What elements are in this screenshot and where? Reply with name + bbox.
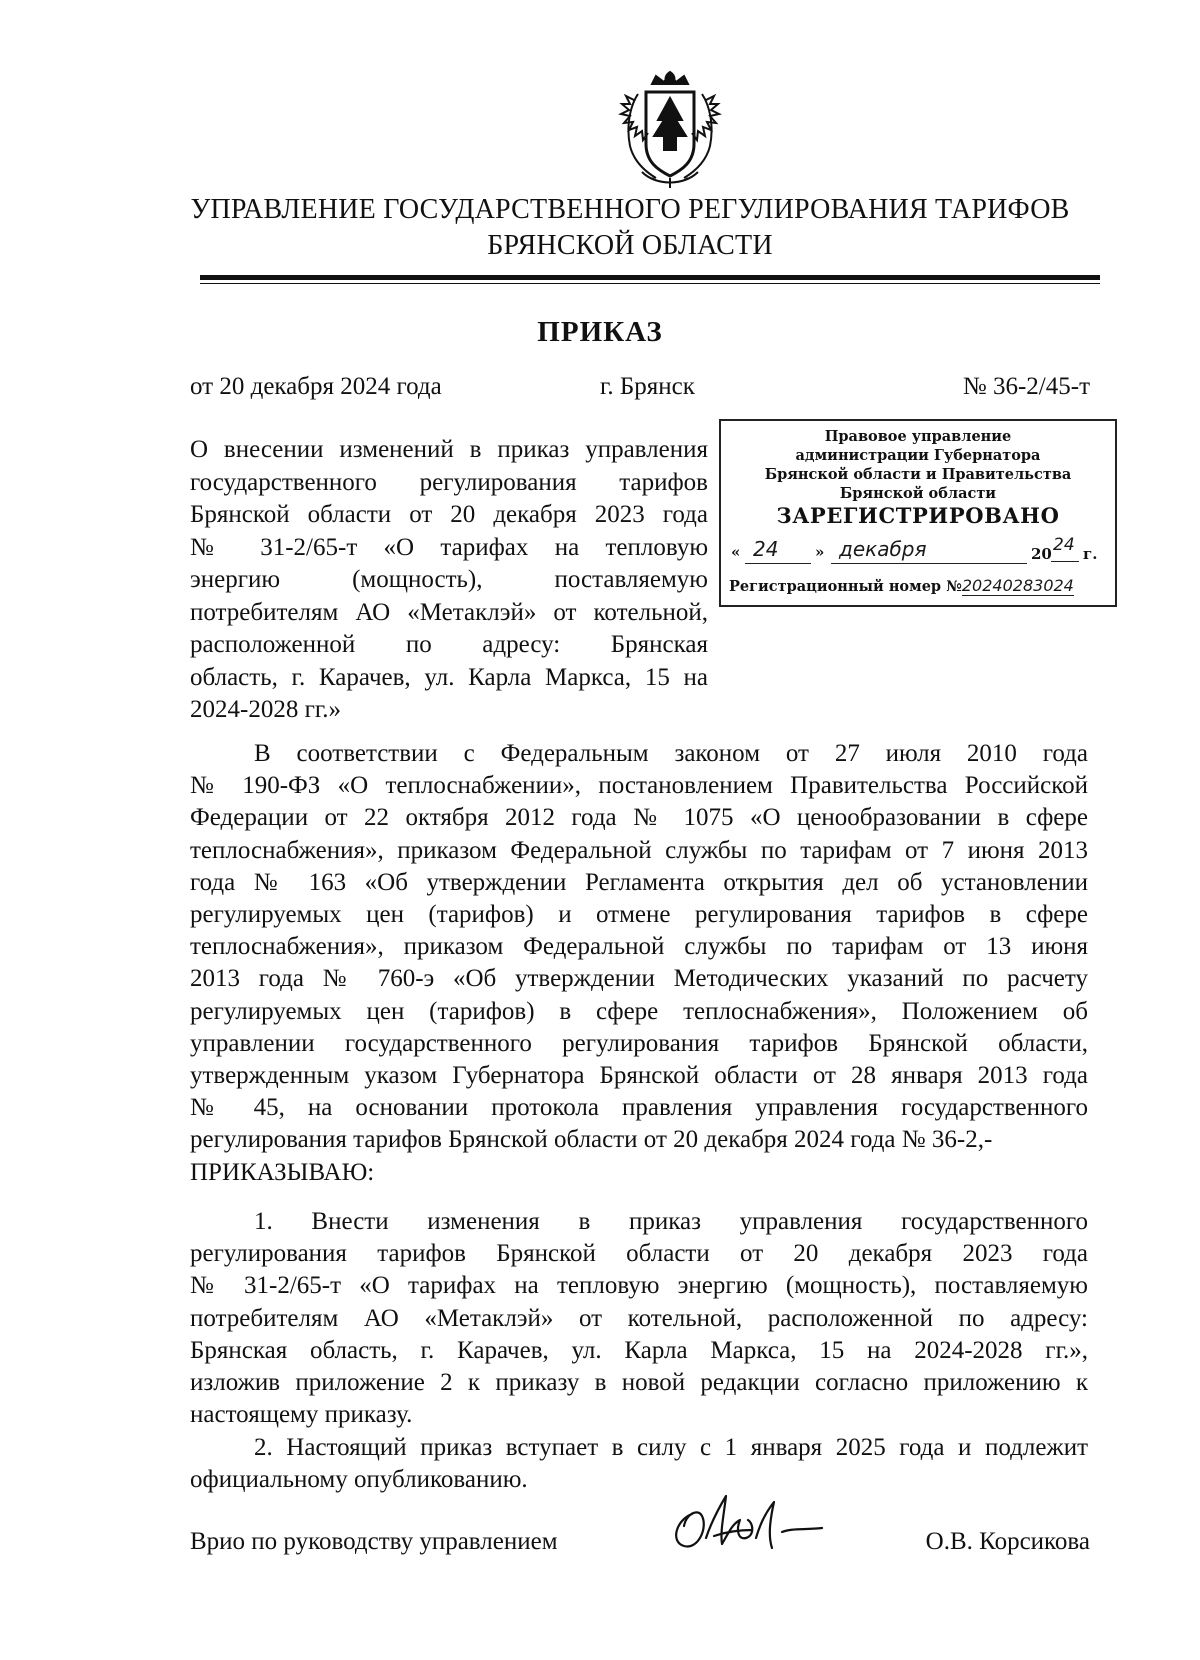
registration-stamp — [719, 419, 1117, 607]
stamp-year-suffix: 24 — [1053, 535, 1075, 555]
organization-title — [170, 192, 1090, 264]
stamp-registration-row — [729, 576, 1111, 595]
stamp-day-underline — [745, 563, 811, 564]
subject-line: О внесении изменений в приказ управления — [190, 436, 708, 463]
subject-line: государственного регулирования тарифов — [190, 468, 708, 496]
stamp-reg-number: 20240283024 — [961, 576, 1074, 595]
header-divider-thin — [200, 283, 1100, 284]
organization-title-line1: УПРАВЛЕНИЕ ГОСУДАРСТВЕННОГО РЕГУЛИРОВАНИЯ ТАРИФОВ — [190, 194, 1070, 225]
subject-line: 2024-2028 гг.» — [190, 696, 342, 723]
preamble-line: Федерации от 22 октября 2012 года № 1075 «О ценообразовании в сфере — [190, 804, 1088, 832]
preamble-line: управлении государственного регулирования тарифов Брянской области, — [190, 1029, 1088, 1057]
order-word: ПРИКАЗЫВАЮ: — [190, 1158, 375, 1186]
subject-line: потребителям АО «Метаклэй» от котельной, — [190, 598, 708, 626]
stamp-authority — [721, 427, 1115, 503]
preamble-line: 2013 года № 760-э «Об утверждении Методических указаний по расчету — [190, 965, 1088, 993]
bryansk-coat-of-arms-icon — [612, 66, 728, 190]
header-divider-thick — [200, 275, 1100, 280]
signatory-position: Врио по руководству управлением — [190, 1528, 558, 1555]
stamp-line: Правовое управление — [824, 428, 1012, 445]
item1-line: настоящему приказу. — [190, 1401, 413, 1429]
stamp-line: администрации Губернатора — [795, 447, 1041, 464]
stamp-quote-close: » — [815, 543, 825, 561]
subject-line: область, г. Карачев, ул. Карла Маркса, 15 на — [190, 663, 708, 691]
preamble-line: № 190-ФЗ «О теплоснабжении», постановлением Правительства Российской — [190, 772, 1088, 800]
item1-line: № 31-2/65-т «О тарифах на тепловую энергию (мощность), поставляемую — [190, 1272, 1088, 1300]
item1-line: изложив приложение 2 к приказу в новой редакции согласно приложению к — [190, 1369, 1088, 1397]
stamp-year-unit: г. — [1083, 545, 1098, 563]
preamble-line: утвержденным указом Губернатора Брянской области от 28 января 2013 года — [190, 1062, 1088, 1090]
document-subject — [190, 434, 708, 727]
organization-title-line2: БРЯНСКОЙ ОБЛАСТИ — [487, 230, 773, 261]
preamble-line: В соответствии с Федеральным законом от 27 июля 2010 года — [254, 740, 1088, 767]
document-type-heading: ПРИКАЗ — [537, 316, 663, 348]
signatory-name: О.В. Корсикова — [925, 1528, 1090, 1555]
stamp-month-underline — [831, 563, 1027, 564]
stamp-year-prefix: 20 — [1031, 545, 1052, 563]
stamp-year-underline — [1051, 561, 1079, 562]
handwritten-signature-icon — [662, 1480, 830, 1560]
preamble-line: № 45, на основании протокола правления управления государственного — [190, 1094, 1088, 1122]
stamp-line: Брянской области и Правительства — [764, 466, 1072, 483]
preamble-line: регулируемых цен (тарифов) и отмене регулирования тарифов в сфере — [190, 901, 1088, 929]
stamp-day: 24 — [753, 537, 779, 561]
preamble-line: года № 163 «Об утверждении Регламента открытия дел об установлении — [190, 868, 1088, 896]
stamp-month: декабря — [839, 537, 927, 561]
stamp-quote-open: « — [731, 543, 741, 561]
subject-line: энергию (мощность), поставляемую — [190, 566, 708, 593]
subject-line: № 31-2/65-т «О тарифах на тепловую — [190, 533, 708, 561]
item1-line: Брянская область, г. Карачев, ул. Карла Маркса, 15 на 2024-2028 гг.», — [190, 1336, 1088, 1364]
preamble-line: теплоснабжения», приказом Федеральной службы по тарифам от 13 июня — [190, 933, 1088, 961]
order-item-2 — [190, 1432, 1088, 1496]
preamble-paragraph — [190, 738, 1088, 1189]
stamp-reg-label: Регистрационный номер № — [729, 578, 962, 595]
stamp-date-row — [731, 535, 1107, 567]
subject-line: Брянской области от 20 декабря 2023 года — [190, 501, 708, 528]
preamble-line: регулирования тарифов Брянской области от 20 декабря 2024 года № 36-2,- — [190, 1126, 993, 1154]
item2-line: 2. Настоящий приказ вступает в силу с 1 января 2025 года и подлежит — [254, 1434, 1088, 1461]
stamp-line: Брянской области — [839, 485, 997, 502]
order-item-1 — [190, 1206, 1088, 1431]
item2-line: официальному опубликованию. — [190, 1466, 528, 1494]
document-number: № 36-2/45-т — [962, 373, 1090, 400]
item1-line: регулирования тарифов Брянской области от 20 декабря 2023 года — [190, 1240, 1088, 1268]
subject-line: расположенной по адресу: Брянская — [190, 631, 708, 658]
item1-line: потребителям АО «Метаклэй» от котельной, расположенной по адресу: — [190, 1304, 1088, 1332]
preamble-line: регулируемых цен (тарифов) в сфере теплоснабжения», Положением об — [190, 997, 1088, 1025]
item1-line: 1. Внести изменения в приказ управления государственного — [254, 1208, 1088, 1235]
document-date: от 20 декабря 2024 года — [190, 373, 442, 400]
document-city: г. Брянск — [600, 373, 695, 400]
stamp-registered-label: ЗАРЕГИСТРИРОВАНО — [776, 503, 1060, 528]
preamble-line: теплоснабжения», приказом Федеральной службы по тарифам от 7 июня 2013 — [190, 836, 1088, 864]
